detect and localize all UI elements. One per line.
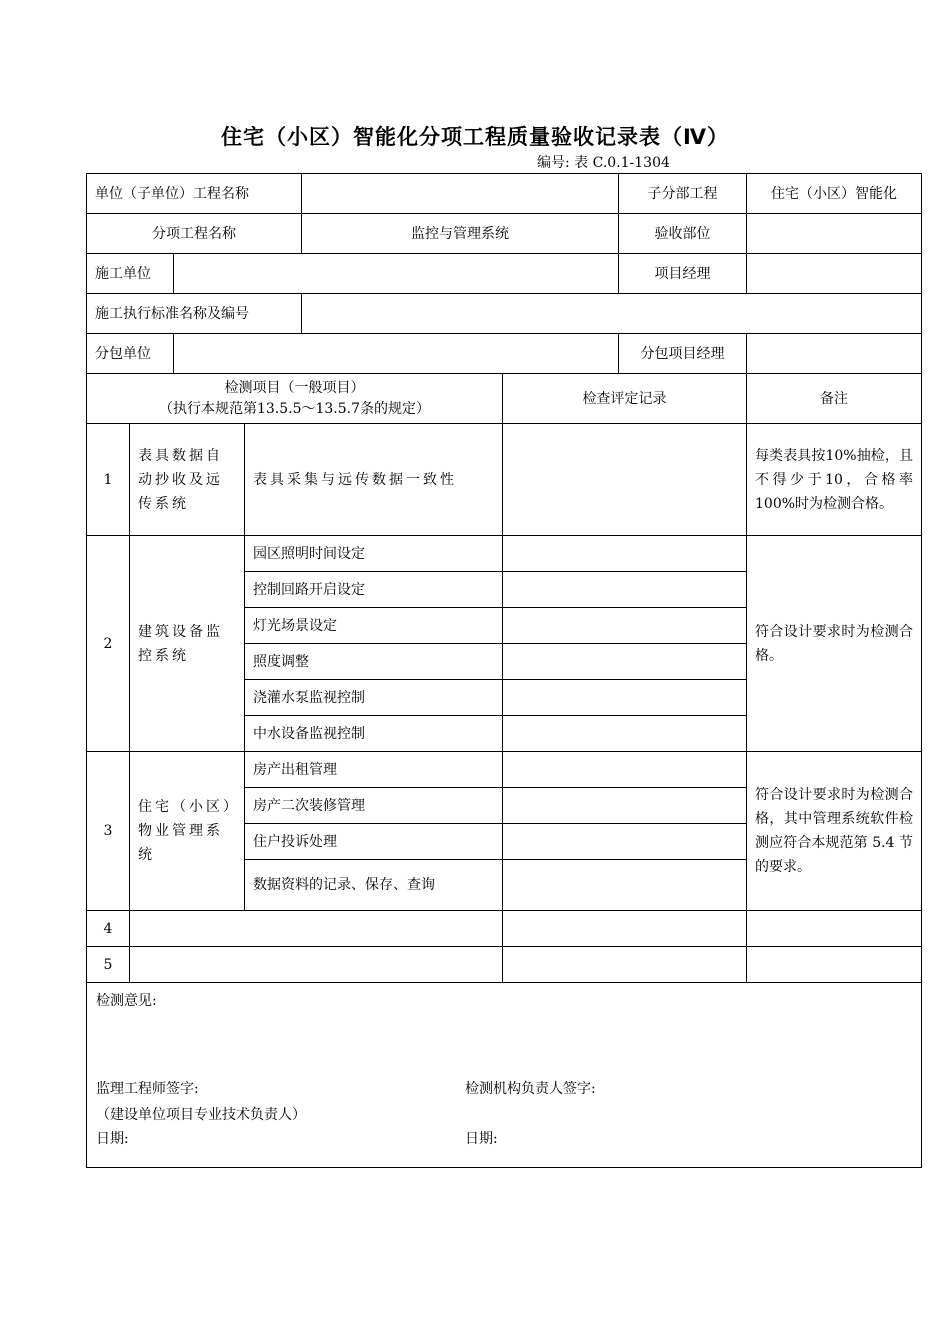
subdivision-label: 子分部工程 [619, 174, 747, 214]
project-manager-field[interactable] [747, 254, 922, 294]
construction-unit-field[interactable] [174, 254, 619, 294]
record-field[interactable] [503, 752, 747, 788]
construction-unit-label: 施工单位 [87, 254, 174, 294]
inspection-opinion-section[interactable] [87, 983, 922, 1168]
remark-header: 备注 [747, 374, 922, 424]
unit-name-label: 单位（子单位）工程名称 [87, 174, 302, 214]
acceptance-part-label: 验收部位 [619, 214, 747, 254]
remark-text: 符合设计要求时为检测合格，其中管理系统软件检测应符合本规范第 5.4 节的要求。 [747, 752, 922, 911]
acceptance-part-field[interactable] [747, 214, 922, 254]
inspection-item: 灯光场景设定 [245, 608, 503, 644]
record-header: 检查评定记录 [503, 374, 747, 424]
inspection-item[interactable] [130, 911, 503, 947]
inspection-item: 数据资料的记录、保存、查询 [245, 860, 503, 911]
record-field[interactable] [503, 860, 747, 911]
record-field[interactable] [503, 716, 747, 752]
project-manager-label: 项目经理 [619, 254, 747, 294]
page-title: 住宅（小区）智能化分项工程质量验收记录表（Ⅳ） [220, 125, 730, 149]
form-code: 编号: 表 C.0.1-1304 [537, 155, 670, 171]
inspection-item: 房产二次装修管理 [245, 788, 503, 824]
standard-label: 施工执行标准名称及编号 [87, 294, 302, 334]
record-field[interactable] [503, 680, 747, 716]
agency-date-label: 日期: [465, 1131, 498, 1147]
row-number: 3 [87, 752, 130, 911]
inspection-items-header [87, 374, 503, 424]
inspection-item[interactable] [130, 947, 503, 983]
opinion-label: 检测意见: [96, 993, 157, 1009]
inspection-item: 控制回路开启设定 [245, 572, 503, 608]
inspection-item: 表具采集与远传数据一致性 [245, 424, 503, 536]
row-number: 2 [87, 536, 130, 752]
row-number: 1 [87, 424, 130, 536]
inspection-items-header-line2: （执行本规范第13.5.5～13.5.7条的规定） [158, 400, 431, 417]
record-field[interactable] [503, 536, 747, 572]
record-field[interactable] [503, 424, 747, 536]
system-name: 住宅（小区）物业管理系统 [130, 752, 245, 911]
record-field[interactable] [503, 911, 747, 947]
inspection-item: 浇灌水泵监视控制 [245, 680, 503, 716]
inspection-item: 房产出租管理 [245, 752, 503, 788]
supervisor-date-label: 日期: [96, 1131, 129, 1147]
item-name-value[interactable]: 监控与管理系统 [302, 214, 619, 254]
record-field[interactable] [503, 947, 747, 983]
subcontract-unit-label: 分包单位 [87, 334, 174, 374]
row-number: 4 [87, 911, 130, 947]
system-name: 建筑设备监控系统 [130, 536, 245, 752]
unit-name-field[interactable] [302, 174, 619, 214]
remark-text: 每类表具按10%抽检，且不得少于10，合格率 100%时为检测合格。 [747, 424, 922, 536]
subcontract-pm-field[interactable] [747, 334, 922, 374]
item-name-label: 分项工程名称 [87, 214, 302, 254]
supervisor-signature-label: 监理工程师签字: [96, 1081, 199, 1097]
record-field[interactable] [503, 788, 747, 824]
standard-field[interactable] [302, 294, 922, 334]
acceptance-form [86, 173, 922, 1168]
remark-field[interactable] [747, 947, 922, 983]
subdivision-value[interactable]: 住宅（小区）智能化 [747, 174, 922, 214]
row-number: 5 [87, 947, 130, 983]
subcontract-unit-field[interactable] [174, 334, 619, 374]
inspection-item: 园区照明时间设定 [245, 536, 503, 572]
record-field[interactable] [503, 608, 747, 644]
inspection-item: 中水设备监视控制 [245, 716, 503, 752]
record-field[interactable] [503, 824, 747, 860]
system-name: 表具数据自动抄收及远传系统 [130, 424, 245, 536]
record-field[interactable] [503, 644, 747, 680]
agency-signature-label: 检测机构负责人签字: [465, 1081, 596, 1097]
inspection-item: 住户投诉处理 [245, 824, 503, 860]
record-field[interactable] [503, 572, 747, 608]
remark-text: 符合设计要求时为检测合格。 [747, 536, 922, 752]
subcontract-pm-label: 分包项目经理 [619, 334, 747, 374]
supervisor-signature-sublabel: （建设单位项目专业技术负责人） [96, 1107, 306, 1123]
inspection-items-header-line1: 检测项目（一般项目） [224, 379, 365, 396]
remark-field[interactable] [747, 911, 922, 947]
inspection-item: 照度调整 [245, 644, 503, 680]
